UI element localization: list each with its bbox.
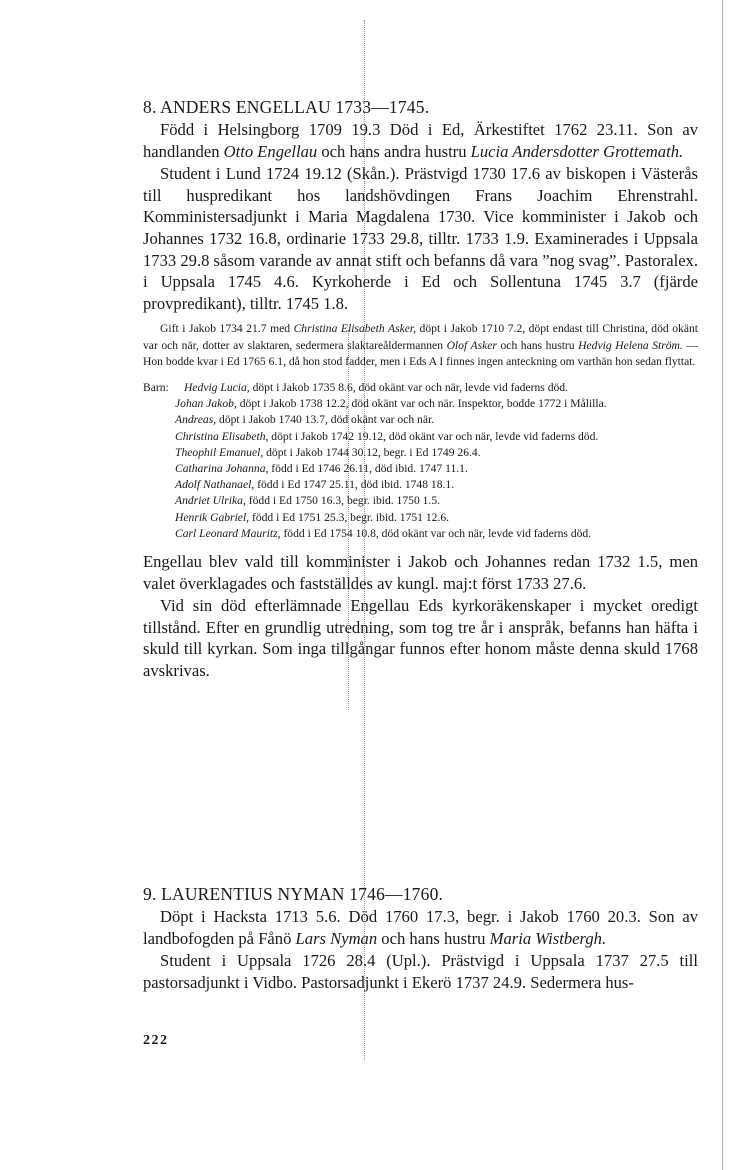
child-entry xyxy=(143,445,698,461)
scan-line-right xyxy=(722,0,723,1170)
entry-9-birth-paragraph xyxy=(143,906,698,949)
child-entry xyxy=(143,526,698,542)
children-list xyxy=(143,380,698,542)
child-entry xyxy=(143,380,698,396)
child-details: döpt i Jakob 1740 13.7, död okänt var och när. xyxy=(216,413,435,427)
wife-name: Christina Elisabeth Asker, xyxy=(293,322,417,336)
entry-8-heading: 8. ANDERS ENGELLAU 1733—1745. xyxy=(143,97,430,117)
child-entry xyxy=(143,412,698,428)
text-run: och hans hustru xyxy=(496,338,579,352)
child-name: Theophil Emanuel, xyxy=(175,445,264,459)
child-name: Andreas, xyxy=(175,413,217,427)
entry-8-career-paragraph: Student i Lund 1724 19.12 (Skån.). Prästvigd 1730 17.6 av biskopen i Västerås till huspredikant hos landshövdingen Frans Joachim Ehrenstrahl. Komministersadjunkt i Maria Magdalena 1730. Vice komminister i Jakob och Johannes 1732 16.8, ordinarie 1733 29.8, tilltr. 1733 1.9. Examinerades i Uppsala 1733 29.8 såsom varande av annat stift och befanns då vara ”nog svag”. Pastoralex. i Uppsala 1745 4.6. Kyrkoherde i Ed och Sollentuna 1745 3.7 (fjärde provpredikant), tilltr. 1745 1.8. xyxy=(143,164,698,313)
text-run: — Hon bodde kvar i Ed 1765 6.1, då hon stod fadder, men i Eds A I finnes ingen anteckning om varthän hon sedan flyttat. xyxy=(143,338,698,368)
father-name: Lars Nyman xyxy=(295,928,378,948)
child-details: döpt i Jakob 1742 19.12, död okänt var och när, levde vid faderns död. xyxy=(268,429,599,443)
entry-8-marriage-note xyxy=(143,321,698,370)
entry-8-accounts-paragraph: Vid sin död efterlämnade Engellau Eds kyrkoräkenskaper i mycket oredigt tillstånd. Efter en grundlig utredning, som tog tre år i anspråk, befanns han häfta i skuld till kyrkan. Som inga tillgångar funnos efter honom måste denna skuld 1768 avskrivas. xyxy=(143,596,698,680)
child-details: döpt i Jakob 1735 8.6, död okänt var och när, levde vid faderns död. xyxy=(249,380,568,394)
child-name: Henrik Gabriel, xyxy=(175,510,250,524)
child-details: född i Ed 1747 25.11, död ibid. 1748 18.1. xyxy=(254,478,455,492)
child-name: Carl Leonard Mauritz, xyxy=(175,526,281,540)
page-number: 222 xyxy=(143,1033,169,1048)
mother-name: Lucia Andersdotter Grottemath. xyxy=(470,141,684,161)
child-name: Hedvig Lucia, xyxy=(184,380,250,394)
child-name: Johan Jakob, xyxy=(175,397,237,411)
text-run: döpt i Jakob 1710 7.2, döpt endast till Christina, död okänt var och när, dotter av slaktaren, sedermera slaktareåldermannen xyxy=(143,322,698,352)
text-run: och hans hustru xyxy=(377,928,490,948)
child-details: född i Ed 1751 25.3, begr. ibid. 1751 12.6. xyxy=(249,510,450,524)
child-name: Adolf Nathanael, xyxy=(175,478,255,492)
child-details: döpt i Jakob 1738 12.2, död okänt var och när. Inspektor, bodde 1772 i Målilla. xyxy=(236,397,607,411)
entry-9 xyxy=(143,883,698,993)
text-run: Född i Helsingborg 1709 19.3 Död i Ed, Ärkestiftet 1762 23.11. Son av handlanden xyxy=(143,120,698,161)
child-name: Andriet Ulrika, xyxy=(175,494,246,508)
text-run: Gift i Jakob 1734 21.7 med xyxy=(160,322,294,336)
barn-label: Barn: xyxy=(143,380,169,394)
entry-9-career-paragraph: Student i Uppsala 1726 28.4 (Upl.). Prästvigd i Uppsala 1737 27.5 till pastorsadjunkt i Vidbo. Pastorsadjunkt i Ekerö 1737 24.9. Sedermera hus- xyxy=(143,951,698,992)
child-entry xyxy=(143,396,698,412)
child-details: döpt i Jakob 1744 30.12, begr. i Ed 1749 26.4. xyxy=(263,445,481,459)
entry-8 xyxy=(143,96,698,682)
text-run: Döpt i Hacksta 1713 5.6. Död 1760 17.3, begr. i Jakob 1760 20.3. Son av landbofogden på Fånö xyxy=(143,907,698,948)
child-details: född i Ed 1746 26.11, död ibid. 1747 11.1. xyxy=(268,461,468,475)
child-entry xyxy=(143,461,698,477)
entry-8-election-paragraph: Engellau blev vald till komminister i Jakob och Johannes redan 1732 1.5, men valet överklagades och fastställdes av kungl. maj:t först 1733 27.6. xyxy=(143,551,698,593)
entry-9-heading: 9. LAURENTIUS NYMAN 1746—1760. xyxy=(143,884,444,904)
child-entry xyxy=(143,477,698,493)
father-name: Otto Engellau xyxy=(223,141,318,161)
mother-name: Maria Wistbergh. xyxy=(489,928,607,948)
child-entry xyxy=(143,510,698,526)
text-run: och hans andra hustru xyxy=(317,141,471,161)
child-details: född i Ed 1750 16.3, begr. ibid. 1750 1.5. xyxy=(245,494,441,508)
child-entry xyxy=(143,493,698,509)
entry-8-birth-paragraph xyxy=(143,119,698,162)
child-entry xyxy=(143,429,698,445)
child-name: Christina Elisabeth, xyxy=(175,429,269,443)
child-name: Catharina Johanna, xyxy=(175,461,269,475)
wife-father-name: Olof Asker xyxy=(446,338,497,352)
wife-mother-name: Hedvig Helena Ström. xyxy=(578,338,683,352)
child-details: född i Ed 1754 10.8, död okänt var och när, levde vid faderns död. xyxy=(280,526,592,540)
